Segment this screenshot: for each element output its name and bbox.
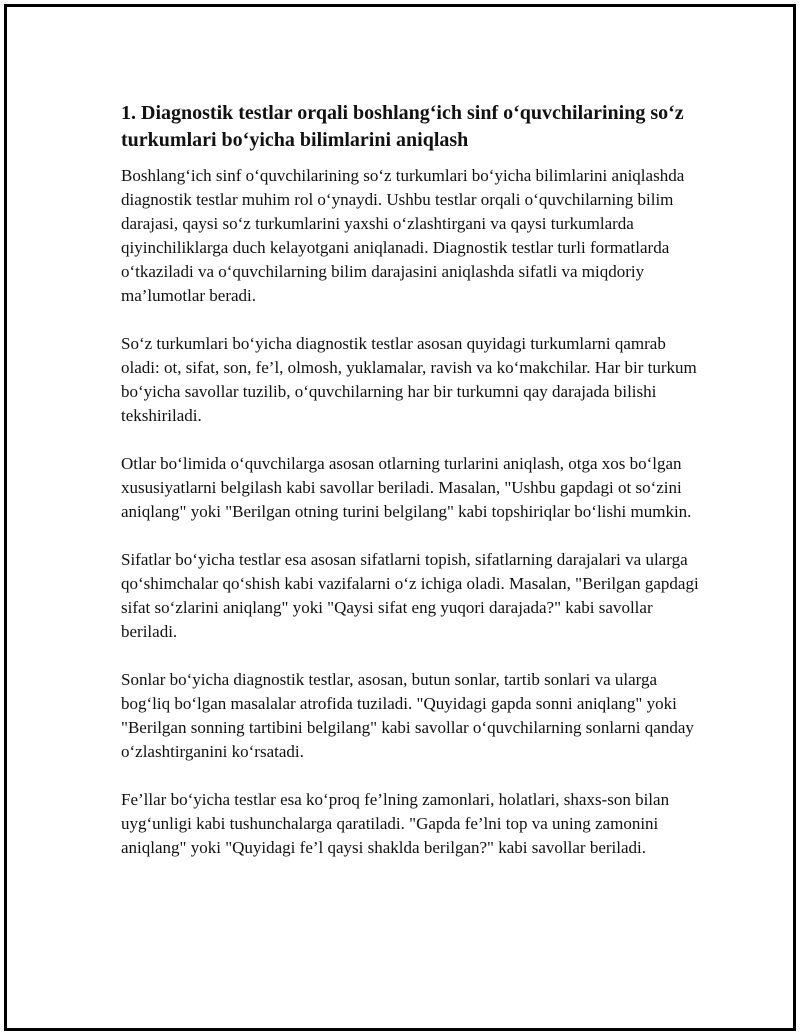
page-frame <box>4 4 796 1031</box>
paragraph-adjectives: Sifatlar bo‘yicha testlar esa asosan sifatlarni topish, sifatlarning darajalari va ularga qo‘shimchalar qo‘shish kabi vazifalarni o‘z ichiga oladi. Masalan, "Berilgan gapdagi sifat so‘zlarini aniqlang" yoki "Qaysi sifat eng yuqori darajada?" kabi savollar beriladi. <box>121 550 699 641</box>
document-body <box>121 100 701 884</box>
paragraph-verbs: Fe’llar bo‘yicha testlar esa ko‘proq fe’lning zamonlari, holatlari, shaxs-son bilan uyg‘unligi kabi tushunchalarga qaratiladi. "Gapda fe’lni top va uning zamonini aniqlang" yoki "Quyidagi fe’l qaysi shaklda berilgan?" kabi savollar beriladi. <box>121 790 670 857</box>
paragraph-numerals: Sonlar bo‘yicha diagnostik testlar, asosan, butun sonlar, tartib sonlari va ularga bog‘liq bo‘lgan masalalar atrofida tuziladi. "Quyidagi gapda sonni aniqlang" yoki "Berilgan sonning tartibini belgilang" kabi savollar o‘quvchilarning sonlarni qanday o‘zlashtirganini ko‘rsatadi. <box>121 670 694 761</box>
document-title: 1. Diagnostik testlar orqali boshlang‘ich sinf o‘quvchilarining so‘z turkumlari bo‘yicha bilimlarini aniqlash <box>121 102 684 151</box>
paragraph-nouns: Otlar bo‘limida o‘quvchilarga asosan otlarning turlarini aniqlash, otga xos bo‘lgan xususiyatlarni belgilash kabi savollar beriladi. Masalan, "Ushbu gapdagi ot so‘zini aniqlang" yoki "Berilgan otning turini belgilang" kabi topshiriqlar bo‘lishi mumkin. <box>121 454 692 521</box>
paragraph-intro: Boshlang‘ich sinf o‘quvchilarining so‘z turkumlari bo‘yicha bilimlarini aniqlashda diagnostik testlar muhim rol o‘ynaydi. Ushbu testlar orqali o‘quvchilarning bilim darajasi, qaysi so‘z turkumlarini yaxshi o‘zlashtirgani va qaysi turkumlarda qiyinchiliklarga duch kelayotgani aniqlanadi. Diagnostik testlar turli formatlarda o‘tkaziladi va o‘quvchilarning bilim darajasini aniqlashda sifatli va miqdoriy ma’lumotlar beradi. <box>121 166 685 305</box>
paragraph-word-classes: So‘z turkumlari bo‘yicha diagnostik testlar asosan quyidagi turkumlarni qamrab oladi: ot, sifat, son, fe’l, olmosh, yuklamalar, ravish va ko‘makchilar. Har bir turkum bo‘yicha savollar tuzilib, o‘quvchilarning har bir turkumni qay darajada bilishi tekshiriladi. <box>121 334 697 425</box>
